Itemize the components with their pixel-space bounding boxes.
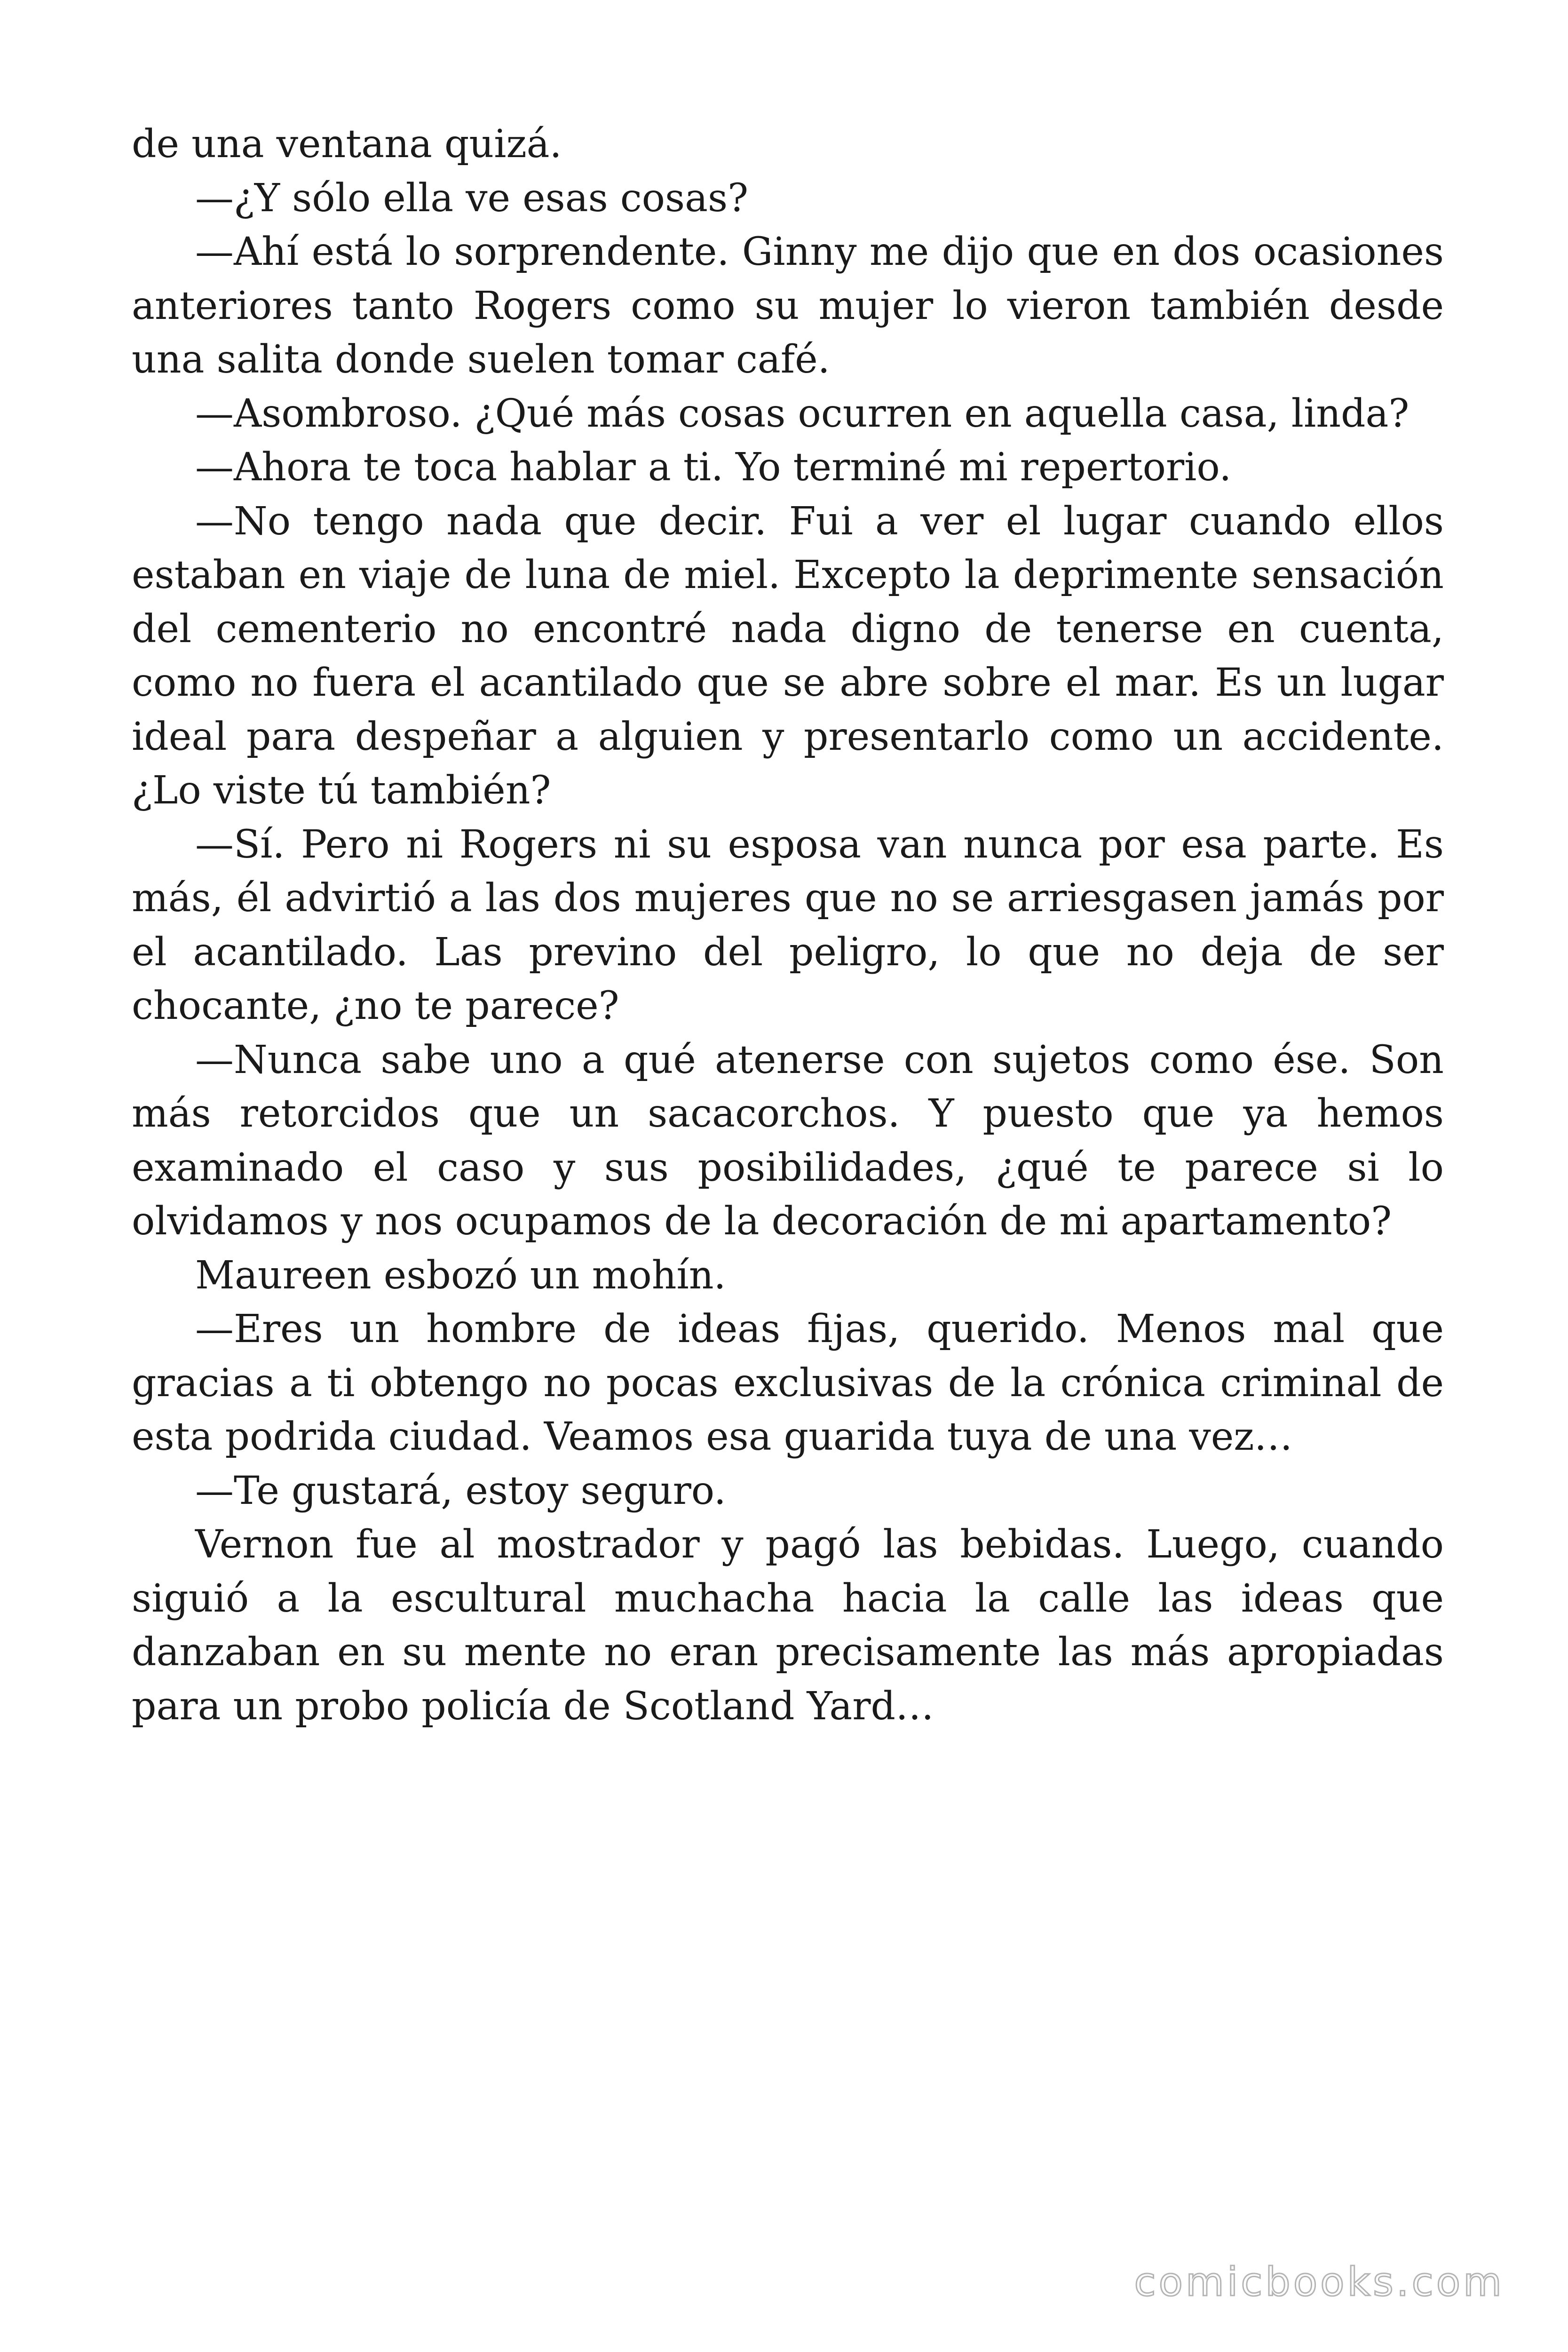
paragraph: Vernon fue al mostrador y pagó las bebidas. Luego, cuando siguió a la escultural muchacha hacia la calle las ideas que danzaban en su mente no eran precisamente las más apropiadas para un probo policía de Scotland Yard… <box>132 1522 1444 1729</box>
paragraph: —No tengo nada que decir. Fui a ver el lugar cuando ellos estaban en viaje de luna de miel. Excepto la deprimente sensación del cementerio no encontré nada digno de tenerse en cuenta, como no fuera el acantilado que se abre sobre el mar. Es un lugar ideal para despeñar a alguien y presentarlo como un accidente. ¿Lo viste tú también? <box>132 499 1444 813</box>
paragraph: —Nunca sabe uno a qué atenerse con sujetos como ése. Son más retorcidos que un sacacorchos. Y puesto que ya hemos examinado el caso y sus posibilidades, ¿qué te parece si lo olvidamos y nos ocupamos de la decoración de mi apartamento? <box>132 1037 1444 1244</box>
paragraph: —Te gustará, estoy seguro. <box>195 1468 726 1513</box>
paragraph: —Eres un hombre de ideas fijas, querido. Menos mal que gracias a ti obtengo no pocas exclusivas de la crónica criminal de esta podrida ciudad. Veamos esa guarida tuya de una vez… <box>132 1307 1444 1459</box>
paragraph: —Ahora te toca hablar a ti. Yo terminé mi repertorio. <box>195 445 1232 490</box>
paragraph: —Asombroso. ¿Qué más cosas ocurren en aquella casa, linda? <box>195 391 1410 436</box>
watermark: comicbooks.com <box>1134 2259 1505 2305</box>
page-body <box>132 118 1444 1733</box>
paragraph: —Sí. Pero ni Rogers ni su esposa van nunca por esa parte. Es más, él advirtió a las dos mujeres que no se arriesgasen jamás por el acantilado. Las previno del peligro, lo que no deja de ser chocante, ¿no te parece? <box>132 822 1444 1028</box>
paragraph: —Ahí está lo sorprendente. Ginny me dijo que en dos ocasiones anteriores tanto Rogers como su mujer lo vieron también desde una salita donde suelen tomar café. <box>132 230 1444 382</box>
paragraph: Maureen esbozó un mohín. <box>195 1253 726 1298</box>
paragraph-continuation: de una ventana quizá. <box>132 122 562 167</box>
paragraph: —¿Y sólo ella ve esas cosas? <box>195 175 749 221</box>
